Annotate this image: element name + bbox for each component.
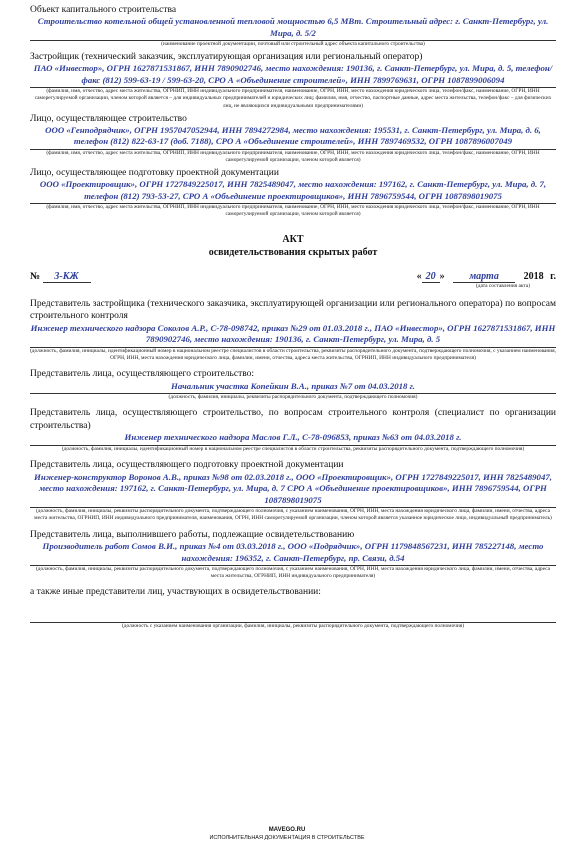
rep-designer-label: Представитель лица, осуществляющего подготовку проектной документации: [30, 460, 344, 471]
rep-performer-caption: (должность, фамилия, инициалы, реквизиты распорядительного документа, подтверждающего полномочия, с указанием наименования, ОГРН, ИНН, места нахождения юридического лица, фамилии, имени, отчества, адреса места жительства, ОГРНИП, ИНН индивидуального предпринимателя): [35, 566, 551, 580]
rep-builder-label: Представитель лица, осуществляющего строительство:: [30, 369, 255, 380]
act-document: [30, 4, 556, 630]
rep-designer-value: Инженер-конструктор Воронов А.В., приказ №98 от 02.03.2018 г., ООО «Проектировщик», ОГРН 1727849225017, ИНН 7825489047, место нахождения: 197162, г. Санкт-Петербург, ул. Мира, д. 7 СРО А «Объединение проектировщиков», ИНН 7896759544, ОГРН 1087898019075: [30, 472, 556, 509]
designer-section: [30, 167, 556, 218]
others-value: [30, 599, 556, 623]
rep-developer-section: [30, 298, 556, 362]
builder-caption: (фамилия, имя, отчество, адрес места жительства, ОГРНИП, ИНН индивидуального предпринимателя, наименование, ОГРН, ИНН, место нахождения юридического лица, телефон/факс, наименование, ОГРН, ИНН саморегулируемой организации, членом которой является): [46, 149, 540, 164]
act-number: 3-КЖ: [43, 271, 91, 283]
rep-developer-value: Инженер технического надзора Соколов А.Р., С-78-098742, приказ №29 от 01.03.2018 г., ПАО «Инвестор», ОГРН 1627871531867, ИНН 7890902746, место нахождения: 190136, г. Санкт-Петербург, ул. Мира, д. 5: [30, 323, 556, 348]
rep-builder-section: [30, 368, 556, 401]
act-date-group: [417, 271, 556, 283]
act-day: 20: [422, 271, 440, 283]
others-caption: (должность с указанием наименования организации, фамилия, инициалы, реквизиты распорядительного документа, подтверждающего полномочия): [121, 622, 465, 629]
rep-builder-caption: (должность, фамилия, инициалы, реквизиты распорядительного документа, подтверждающего полномочия): [168, 394, 418, 401]
act-year-suffix: г.: [550, 270, 556, 282]
object-label: Объект капитального строительства: [30, 5, 177, 15]
rep-builder-control-caption: (должность, фамилия, инициалы, идентификационный номер в национальном реестре специалистов в области строительства, реквизиты распорядительного документа, подтверждающего полномочия): [61, 445, 525, 452]
builder-label: Лицо, осуществляющее строительство: [30, 113, 187, 124]
act-number-group: [30, 271, 91, 283]
rep-developer-caption: (должность, фамилия, инициалы, идентификационный номер в национальном реестре специалистов в области строительства, реквизиты распорядительного документа, подтверждающего полномочия, с указанием наименования, ОГРН, ИНН, места нахождения юридического лица, фамилии, имени, отчества, адреса места жительства, ОГРНИП, ИНН индивидуального предпринимателя): [30, 347, 556, 362]
act-number-sign: №: [30, 270, 41, 282]
developer-caption: (фамилия, имя, отчество, адрес места жительства, ОГРНИП, ИНН индивидуального предпринимателя, наименование, ОГРН, ИНН, место нахождения юридического лица, телефон/факс, наименование, ОГРН, ИНН саморегулируемой организации, членом которой является – для индивидуальных предпринимателей и юридических лиц; фамилия, имя, отчество, паспортные данные, адрес места жительства, телефон/факс – для физических лиц, не являющихся индивидуальными предпринимателями): [34, 88, 552, 109]
act-title: АКТ: [282, 233, 304, 245]
act-year: 2018: [523, 270, 544, 282]
act-month: марта: [453, 271, 515, 283]
developer-value: ПАО «Инвестор», ОГРН 1627871531867, ИНН 7890902746, место нахождения: 190136, г. Санкт-Петербург, ул. Мира, д. 5, телефон/факс (812) 599-63-19 / 599-63-20, СРО А «Объединение строителей», ИНН 7899769631, ОГРН 1087899006094: [30, 63, 556, 88]
act-date-caption: (дата составления акта): [475, 282, 530, 289]
object-caption: (наименование проектной документации, почтовый или строительный адрес объекта капитального строительства): [161, 41, 425, 47]
act-day-close: »: [439, 270, 445, 282]
developer-label: Застройщик (технический заказчик, эксплуатирующая организация или региональный оператор): [30, 52, 423, 63]
act-number-date-row: [30, 271, 556, 290]
act-subtitle: освидетельствования скрытых работ: [208, 246, 378, 258]
object-value: Строительство котельной общей установленной тепловой мощностью 6,5 МВт. Строительный адрес: г. Санкт-Петербург, ул. Мира, д. 5/2: [30, 16, 556, 41]
others-label: а также иные представители лиц, участвующих в освидетельствовании:: [30, 587, 321, 598]
rep-builder-value: Начальник участка Копейкин В.А., приказ №7 от 04.03.2018 г.: [30, 381, 556, 395]
object-section: [30, 4, 556, 48]
builder-section: [30, 113, 556, 164]
designer-value: ООО «Проектировщик», ОГРН 1727849225017, ИНН 7825489047, место нахождения: 197162, г. Санкт-Петербург, ул. Мира, д. 7, телефон (812) 793-53-27, СРО А «Объединение проектировщиков», ИНН 7896759544, ОГРН 1087898019075: [30, 179, 556, 204]
others-section: [30, 586, 556, 630]
rep-builder-control-label: Представитель лица, осуществляющего строительство, по вопросам строительного контроля (специалист по организации строительства): [30, 408, 556, 431]
rep-performer-label: Представитель лица, выполнившего работы, подлежащие освидетельствованию: [30, 529, 355, 540]
footer: [0, 826, 574, 842]
act-day-open: «: [416, 270, 422, 282]
designer-caption: (фамилия, имя, отчество, адрес места жительства, ОГРНИП, ИНН индивидуального предпринимателя, наименование, ОГРН, ИНН, место нахождения юридического лица, телефон/факс, наименование, ОГРН, ИНН саморегулируемой организации, членом которой является): [46, 204, 540, 218]
rep-performer-value: Производитель работ Сомов В.И., приказ №4 от 03.03.2018 г., ООО «Подрядчик», ОГРН 1179848567231, ИНН 785227148, место нахождения: 196352, г. Санкт-Петербург, пр. Связи, д.54: [30, 541, 556, 566]
designer-label: Лицо, осуществляющее подготовку проектной документации: [30, 168, 279, 179]
rep-builder-control-section: [30, 407, 556, 453]
builder-value: ООО «Генподрядчик», ОГРН 1957047052944, ИНН 7894272984, место нахождения: 195531, г. Санкт-Петербург, ул. Мира, д. 6, телефон (812) 822-63-17 (доб. 7188), СРО А «Объединение строителей», ИНН 7897469532, ОГРН 1087896007049: [30, 125, 556, 150]
rep-performer-section: [30, 529, 556, 581]
rep-builder-control-value: Инженер технического надзора Маслов Г.Л., С-78-096853, приказ №63 от 04.03.2018 г.: [30, 432, 556, 446]
footer-site: MAVEGO.RU: [268, 827, 306, 833]
footer-tagline: ИСПОЛНИТЕЛЬНАЯ ДОКУМЕНТАЦИЯ В СТРОИТЕЛЬСТВЕ: [209, 835, 365, 841]
developer-section: [30, 51, 556, 110]
rep-developer-label: Представитель застройщика (технического заказчика, эксплуатирующей организации или регионального оператора) по вопросам строительного контроля: [30, 298, 556, 322]
act-title-block: [30, 233, 556, 259]
rep-designer-section: [30, 459, 556, 522]
rep-designer-caption: (должность, фамилия, инициалы, реквизиты распорядительного документа, подтверждающего полномочия, с указанием наименования, ОГРН, ИНН, места нахождения юридического лица, фамилии, имени, отчества, адреса места жительства, ОГРНИП, ИНН индивидуального предпринимателя, наименования, ОГРН, ИНН саморегулируемой организации, членом которой является указанное юридическое лицо, индивидуальный предприниматель): [34, 508, 552, 522]
